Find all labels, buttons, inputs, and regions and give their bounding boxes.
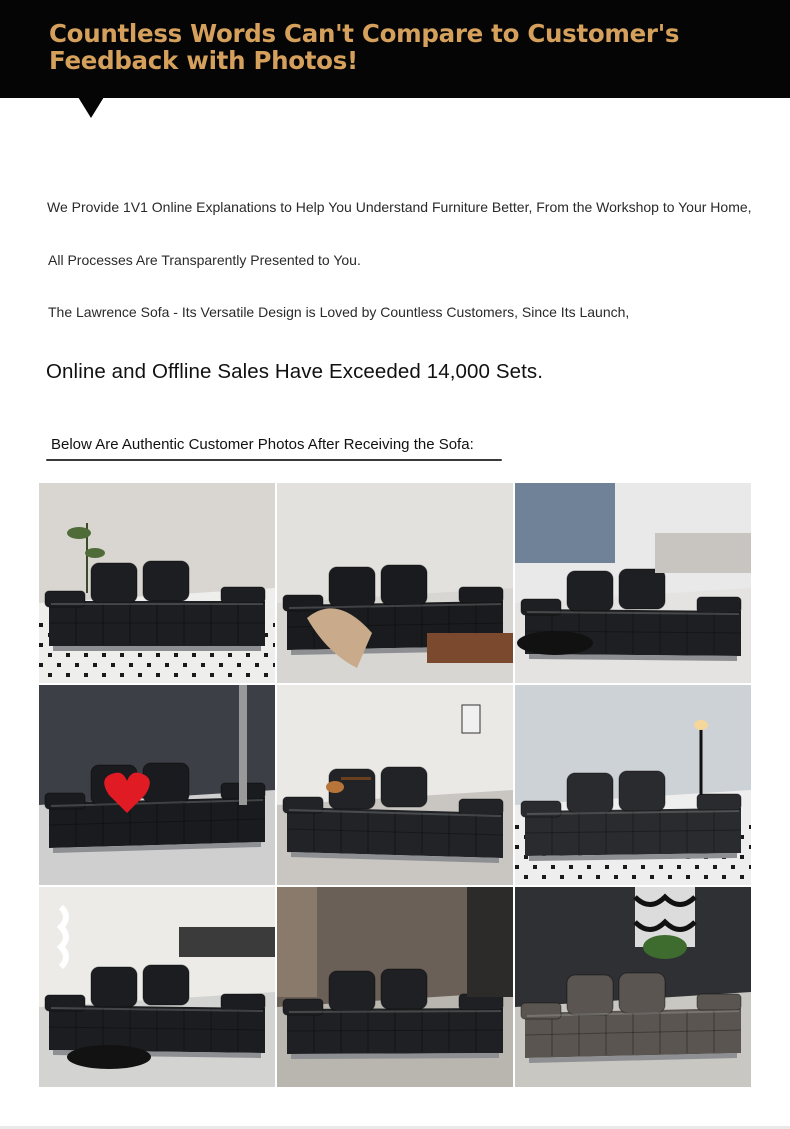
intro-line-2: All Processes Are Transparently Presented to You. [48,252,361,268]
customer-photo-black-leather-sofa-with-throw-and-wood-table[interactable] [277,483,513,683]
intro-line-3: The Lawrence Sofa - Its Versatile Design is Loved by Countless Customers, Since Its Launch, [48,304,630,320]
sales-headline: Online and Offline Sales Have Exceeded 14,000 Sets. [46,360,544,383]
customer-photo-black-leather-sofa-red-heart-pillow[interactable] [39,685,275,885]
intro-line-1: We Provide 1V1 Online Explanations to Help You Understand Furniture Better, From the Workshop to Your Home, [47,199,752,215]
customer-photo-black-leather-sofa-living-room-with-plant[interactable] [39,483,275,683]
customer-photo-black-leather-sofa-modern-living-room-lamp[interactable] [39,887,275,1087]
banner-title: Countless Words Can't Compare to Customer's Feedback with Photos! [49,19,680,75]
subheading-underline [46,459,502,461]
customer-photo-black-leather-sofa-with-guitar[interactable] [277,685,513,885]
gallery-subheading: Below Are Authentic Customer Photos After Receiving the Sofa: [51,436,474,453]
customer-photo-gallery [39,483,751,1087]
customer-photo-black-leather-sofa-dark-marble-hall[interactable] [277,887,513,1087]
banner-pointer-arrow [78,97,104,118]
customer-photo-black-leather-sofa-open-kitchen-city-view[interactable] [515,483,751,683]
header-banner [0,0,790,98]
customer-photo-black-leather-sofa-on-dotted-tile-floor[interactable] [515,685,751,885]
customer-photo-brown-leather-corner-sofa[interactable] [515,887,751,1087]
